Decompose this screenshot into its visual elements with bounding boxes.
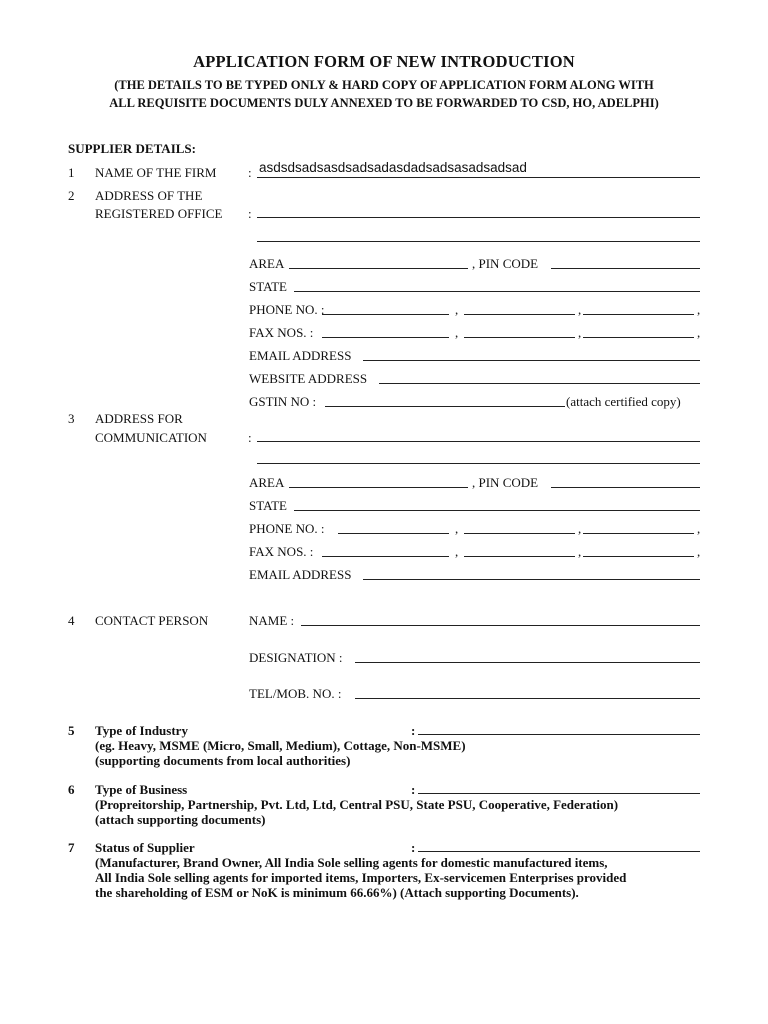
item-number-3: 3 (68, 411, 75, 426)
reg-phone-2-field[interactable] (464, 298, 575, 314)
gstin-field[interactable] (325, 390, 565, 406)
reg-fax-comma-1: , (455, 325, 459, 340)
reg-area-label: AREA (249, 256, 285, 271)
reg-fax-comma-2: , (578, 325, 582, 340)
comm-state-field[interactable] (294, 494, 700, 510)
reg-website-underline (379, 383, 700, 384)
comm-phone-1-field[interactable] (338, 517, 449, 533)
gstin-underline (325, 406, 565, 407)
comm-fax-3-underline (583, 556, 694, 557)
reg-fax-comma-3: , (697, 325, 701, 340)
reg-fax-3-field[interactable] (583, 321, 694, 337)
business-type-colon: : (411, 782, 416, 797)
reg-office-address-line-1-field[interactable] (257, 202, 700, 218)
comm-phone-2-field[interactable] (464, 517, 575, 533)
reg-phone-3-field[interactable] (583, 298, 694, 314)
contact-designation-underline (355, 662, 700, 663)
reg-phone-comma-2: , (578, 302, 582, 317)
reg-pin-field[interactable] (551, 252, 700, 268)
comm-pin-label: , PIN CODE (472, 475, 539, 490)
item-number-2: 2 (68, 188, 75, 203)
business-type-underline (418, 793, 700, 794)
industry-type-field[interactable] (418, 719, 700, 735)
item-number-5: 5 (68, 723, 75, 738)
reg-state-underline (294, 291, 700, 292)
reg-website-label: WEBSITE ADDRESS (249, 371, 368, 386)
firm-name-field[interactable]: asdsdsadsasdsadsadasdadsadsasadsadsad (259, 160, 527, 175)
business-type-note-2: (attach supporting documents) (95, 812, 266, 827)
comm-phone-comma-2: , (578, 521, 582, 536)
supplier-status-colon: : (411, 840, 416, 855)
reg-office-colon: : (248, 206, 252, 221)
comm-phone-2-underline (464, 533, 575, 534)
comm-label-line-1: ADDRESS FOR (95, 411, 183, 426)
contact-telmob-label: TEL/MOB. NO. : (249, 686, 342, 701)
supplier-status-field[interactable] (418, 836, 700, 852)
business-type-field[interactable] (418, 778, 700, 794)
comm-phone-comma-1: , (455, 521, 459, 536)
reg-phone-comma-1: , (455, 302, 459, 317)
reg-fax-label: FAX NOS. : (249, 325, 314, 340)
reg-office-address-line-1-underline (257, 217, 700, 218)
industry-type-label: Type of Industry (95, 723, 188, 738)
reg-office-label-line-2: REGISTERED OFFICE (95, 206, 223, 221)
comm-phone-1-underline (338, 533, 449, 534)
industry-type-underline (418, 734, 700, 735)
supplier-status-underline (418, 851, 700, 852)
comm-fax-comma-3: , (697, 544, 701, 559)
reg-fax-1-underline (322, 337, 449, 338)
contact-designation-label: DESIGNATION : (249, 650, 343, 665)
item-number-1: 1 (68, 165, 75, 180)
reg-pin-label: , PIN CODE (472, 256, 539, 271)
reg-website-field[interactable] (379, 367, 700, 383)
comm-area-underline (289, 487, 468, 488)
comm-address-line-2-field[interactable] (257, 447, 700, 463)
reg-email-field[interactable] (363, 344, 700, 360)
comm-pin-underline (551, 487, 700, 488)
comm-area-field[interactable] (289, 471, 468, 487)
reg-fax-2-underline (464, 337, 575, 338)
section-heading-supplier-details: SUPPLIER DETAILS: (68, 141, 196, 156)
comm-state-label: STATE (249, 498, 287, 513)
comm-address-line-2-underline (257, 463, 700, 464)
comm-state-underline (294, 510, 700, 511)
reg-phone-1-underline (322, 314, 449, 315)
gstin-label: GSTIN NO : (249, 394, 317, 409)
reg-phone-3-underline (583, 314, 694, 315)
reg-state-label: STATE (249, 279, 287, 294)
contact-person-label: CONTACT PERSON (95, 613, 209, 628)
supplier-status-label: Status of Supplier (95, 840, 195, 855)
reg-email-underline (363, 360, 700, 361)
comm-fax-comma-2: , (578, 544, 582, 559)
business-type-note-1: (Propreitorship, Partnership, Pvt. Ltd, Ltd, Central PSU, State PSU, Cooperative, Federation) (95, 797, 619, 812)
comm-phone-label: PHONE NO. : (249, 521, 325, 536)
item-number-7: 7 (68, 840, 75, 855)
supplier-status-note-1: (Manufacturer, Brand Owner, All India Sole selling agents for domestic manufactured items, (95, 855, 608, 870)
reg-phone-2-underline (464, 314, 575, 315)
reg-email-label: EMAIL ADDRESS (249, 348, 352, 363)
supplier-status-note-2: All India Sole selling agents for imported items, Importers, Ex-servicemen Enterprises provided (95, 870, 627, 885)
item-number-6: 6 (68, 782, 75, 797)
comm-fax-1-underline (322, 556, 449, 557)
reg-area-field[interactable] (289, 252, 468, 268)
comm-email-underline (363, 579, 700, 580)
comm-phone-comma-3: , (697, 521, 701, 536)
contact-name-field[interactable] (301, 609, 700, 625)
comm-email-label: EMAIL ADDRESS (249, 567, 352, 582)
industry-type-note-1: (eg. Heavy, MSME (Micro, Small, Medium), Cottage, Non-MSME) (95, 738, 466, 753)
supplier-status-note-3: the shareholding of ESM or NoK is minimum 66.66%) (Attach supporting Documents). (95, 885, 579, 900)
comm-phone-3-underline (583, 533, 694, 534)
form-instructions-line-2: ALL REQUISITE DOCUMENTS DULY ANNEXED TO BE FORWARDED TO CSD, HO, ADELPHI) (109, 96, 659, 110)
reg-phone-1-field[interactable] (322, 298, 449, 314)
comm-email-field[interactable] (363, 563, 700, 579)
comm-fax-2-underline (464, 556, 575, 557)
industry-type-note-2: (supporting documents from local authorities) (95, 753, 351, 768)
contact-name-label: NAME : (249, 613, 295, 628)
comm-fax-1-field[interactable] (322, 540, 449, 556)
comm-fax-comma-1: , (455, 544, 459, 559)
reg-fax-3-underline (583, 337, 694, 338)
reg-office-address-line-2-underline (257, 241, 700, 242)
contact-telmob-field[interactable] (355, 682, 700, 698)
reg-state-field[interactable] (294, 275, 700, 291)
comm-colon: : (248, 430, 252, 445)
firm-name-colon: : (248, 165, 252, 180)
industry-type-colon: : (411, 723, 416, 738)
comm-area-label: AREA (249, 475, 285, 490)
contact-name-underline (301, 625, 700, 626)
comm-fax-3-field[interactable] (583, 540, 694, 556)
reg-phone-label: PHONE NO. : (249, 302, 325, 317)
comm-address-line-1-field[interactable] (257, 425, 700, 441)
comm-phone-3-field[interactable] (583, 517, 694, 533)
form-instructions-line-1: (THE DETAILS TO BE TYPED ONLY & HARD COPY OF APPLICATION FORM ALONG WITH (114, 78, 654, 92)
firm-name-label: NAME OF THE FIRM (95, 165, 217, 180)
comm-label-line-2: COMMUNICATION (95, 430, 207, 445)
comm-fax-label: FAX NOS. : (249, 544, 314, 559)
comm-address-line-1-underline (257, 441, 700, 442)
reg-office-label-line-1: ADDRESS OF THE (95, 188, 203, 203)
reg-pin-underline (551, 268, 700, 269)
firm-name-underline (257, 177, 700, 178)
reg-phone-comma-3: , (697, 302, 701, 317)
reg-area-underline (289, 268, 468, 269)
contact-telmob-underline (355, 698, 700, 699)
item-number-4: 4 (68, 613, 75, 628)
comm-fax-2-field[interactable] (464, 540, 575, 556)
business-type-label: Type of Business (95, 782, 188, 797)
comm-pin-field[interactable] (551, 471, 700, 487)
reg-fax-2-field[interactable] (464, 321, 575, 337)
reg-fax-1-field[interactable] (322, 321, 449, 337)
contact-designation-field[interactable] (355, 646, 700, 662)
gstin-note: (attach certified copy) (566, 394, 681, 409)
form-title: APPLICATION FORM OF NEW INTRODUCTION (193, 52, 575, 71)
reg-office-address-line-2-field[interactable] (257, 226, 700, 242)
